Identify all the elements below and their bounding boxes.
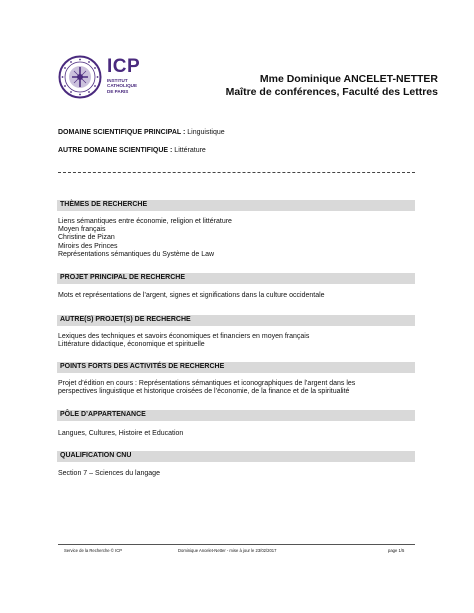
section-header-main-project	[57, 273, 415, 284]
footer-left: Service de la Recherche © ICP	[64, 548, 123, 553]
section-line: perspectives linguistique et historique croisées de l’économie, de la finance et de la spiritualité	[58, 388, 350, 396]
logo-name: ICP	[107, 56, 141, 77]
section-header-pole	[57, 410, 415, 421]
section-line: Langues, Cultures, Histoire et Education	[58, 430, 184, 437]
section-line: Représentations sémantiques du Système de Law	[58, 250, 215, 258]
logo-wordmark	[107, 57, 140, 94]
footer-rule	[58, 544, 415, 545]
section-line: Littérature didactique, économique et spirituelle	[58, 341, 205, 349]
principal-domain-label: DOMAINE SCIENTIFIQUE PRINCIPAL :	[58, 129, 186, 136]
other-domain-value: Littérature	[174, 147, 206, 154]
logo-subtitle-line: INSTITUT	[107, 78, 128, 83]
section-body-themes	[58, 218, 418, 259]
person-position: Maître de conférences, Faculté des Lettres	[225, 86, 438, 98]
principal-domain-value: Linguistique	[187, 129, 225, 136]
section-header-other-projects	[57, 315, 415, 326]
section-line: Section 7 – Sciences du langage	[58, 470, 160, 477]
other-domain-label: AUTRE DOMAINE SCIENTIFIQUE :	[58, 147, 173, 154]
section-header-cnu	[57, 451, 415, 462]
footer-page-number: page 1/5	[388, 548, 405, 553]
section-title: PÔLE D’APPARTENANCE	[60, 411, 146, 418]
section-line: Mots et représentations de l’argent, signes et significations dans la culture occidentale	[58, 292, 325, 299]
logo-subtitle-line: DE PARIS	[107, 88, 129, 94]
section-body-other-projects	[58, 333, 418, 349]
section-title: AUTRE(S) PROJET(S) DE RECHERCHE	[60, 316, 191, 323]
section-title: PROJET PRINCIPAL DE RECHERCHE	[60, 274, 185, 281]
dashed-separator	[58, 172, 415, 173]
logo-subtitle-line: CATHOLIQUE	[107, 83, 138, 89]
section-line: Projet d’édition en cours : Représentations sémantiques et iconographiques de l’argent dans les	[58, 380, 356, 387]
section-line: Lexiques des techniques et savoirs économiques et financiers en moyen français	[58, 333, 310, 340]
section-body-highlights	[58, 380, 418, 396]
section-header-highlights	[57, 362, 415, 373]
principal-domain	[58, 129, 225, 136]
section-line: Moyen français	[58, 226, 106, 234]
footer-middle: Dominique Ancelet-Netter - mise à jour le 23/02/2017	[178, 548, 277, 553]
icp-logo	[58, 55, 148, 99]
icp-seal-icon	[58, 55, 102, 99]
section-header-themes	[57, 200, 415, 211]
section-line: Liens sémantiques entre économie, religion et littérature	[58, 218, 232, 225]
section-line: Miroirs des Princes	[58, 242, 118, 250]
person-name: Mme Dominique ANCELET-NETTER	[259, 73, 438, 85]
section-title: QUALIFICATION CNU	[60, 452, 132, 459]
section-body-cnu	[58, 470, 418, 478]
section-title: THÈMES DE RECHERCHE	[60, 201, 148, 208]
logo-subtitle	[107, 78, 140, 94]
section-body-main-project	[58, 292, 418, 300]
other-domain	[58, 147, 206, 154]
section-title: POINTS FORTS DES ACTIVITÉS DE RECHERCHE	[60, 363, 225, 370]
header-title	[226, 73, 438, 99]
section-line: Christine de Pizan	[58, 234, 115, 242]
section-body-pole	[58, 430, 418, 438]
